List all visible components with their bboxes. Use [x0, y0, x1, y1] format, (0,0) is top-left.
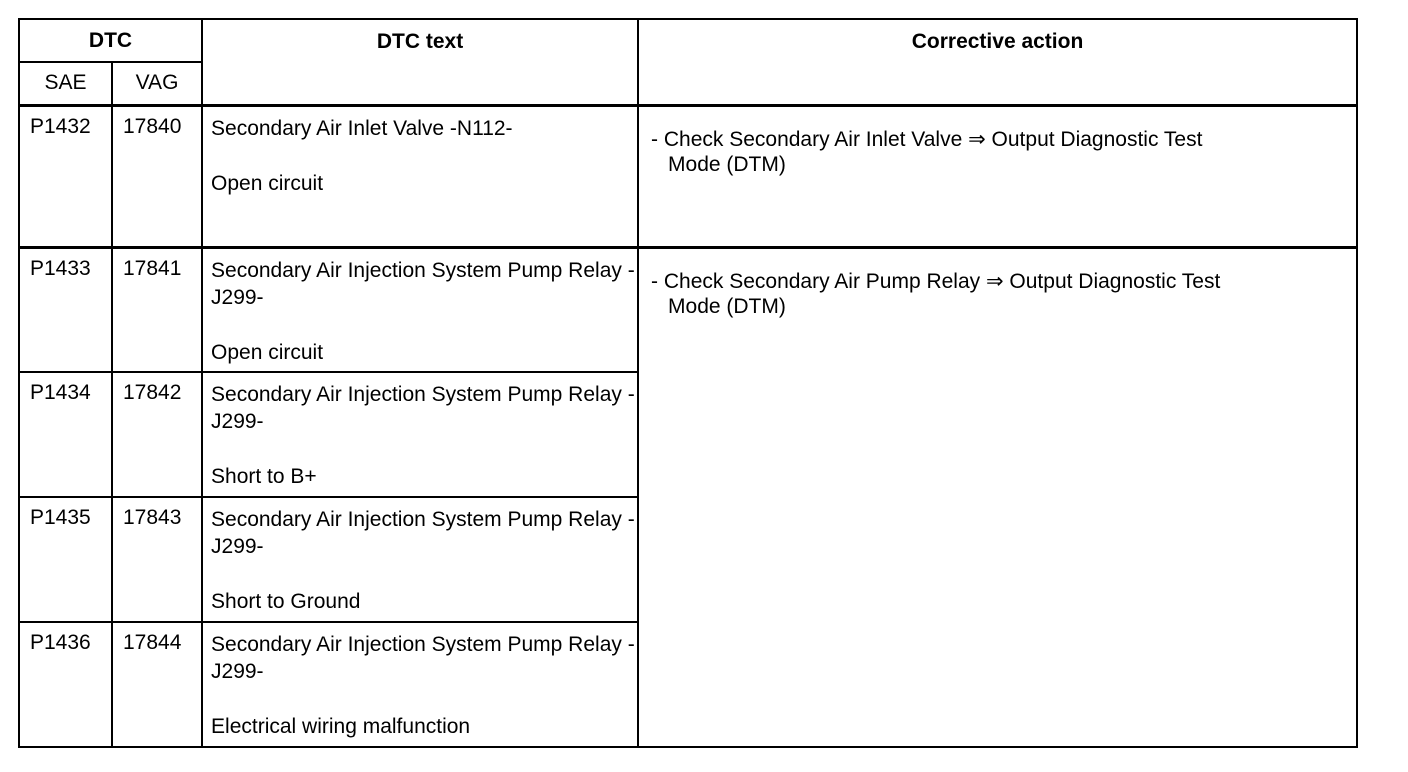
dtc-text-cell — [202, 247, 638, 372]
component-name: Secondary Air Injection System Pump Relay -J299- — [211, 258, 635, 309]
sae-code: P1432 — [19, 105, 112, 247]
sae-header: SAE — [19, 62, 112, 105]
sae-code: P1433 — [19, 247, 112, 372]
component-name: Secondary Air Injection System Pump Relay -J299- — [211, 383, 635, 433]
dtc-text-cell — [202, 622, 638, 747]
vag-code: 17841 — [112, 247, 202, 372]
fault-condition: Electrical wiring malfunction — [211, 715, 471, 738]
dtc-header: DTC — [19, 19, 202, 62]
component-name: Secondary Air Injection System Pump Relay -J299- — [211, 633, 635, 683]
fault-condition: Open circuit — [211, 171, 324, 195]
action-line: - Check Secondary Air Pump Relay ⇒ Output Diagnostic Test — [651, 269, 1221, 293]
table-row — [19, 105, 1357, 247]
component-name: Secondary Air Inlet Valve -N112- — [211, 116, 513, 140]
table-row — [19, 247, 1357, 372]
vag-code: 17842 — [112, 372, 202, 497]
dtc-text-cell — [202, 372, 638, 497]
action-line: - Check Secondary Air Inlet Valve ⇒ Output Diagnostic Test — [651, 127, 1203, 151]
sae-code: P1434 — [19, 372, 112, 497]
dtc-text-header: DTC text — [202, 19, 638, 105]
action-line-continued: Mode (DTM) — [668, 294, 786, 318]
dtc-text-cell — [202, 497, 638, 622]
fault-condition: Short to Ground — [211, 590, 361, 613]
vag-header: VAG — [112, 62, 202, 105]
dtc-text-cell — [202, 105, 638, 247]
vag-code: 17844 — [112, 622, 202, 747]
vag-code: 17840 — [112, 105, 202, 247]
action-line-continued: Mode (DTM) — [668, 152, 786, 176]
corrective-action-cell — [638, 247, 1357, 747]
fault-condition: Short to B+ — [211, 465, 317, 488]
corrective-action-header: Corrective action — [638, 19, 1357, 105]
sae-code: P1436 — [19, 622, 112, 747]
fault-condition: Open circuit — [211, 340, 324, 364]
corrective-action-cell — [638, 105, 1357, 247]
dtc-table — [18, 18, 1358, 748]
header-row — [19, 19, 1357, 62]
vag-code: 17843 — [112, 497, 202, 622]
component-name: Secondary Air Injection System Pump Relay -J299- — [211, 508, 635, 558]
sae-code: P1435 — [19, 497, 112, 622]
